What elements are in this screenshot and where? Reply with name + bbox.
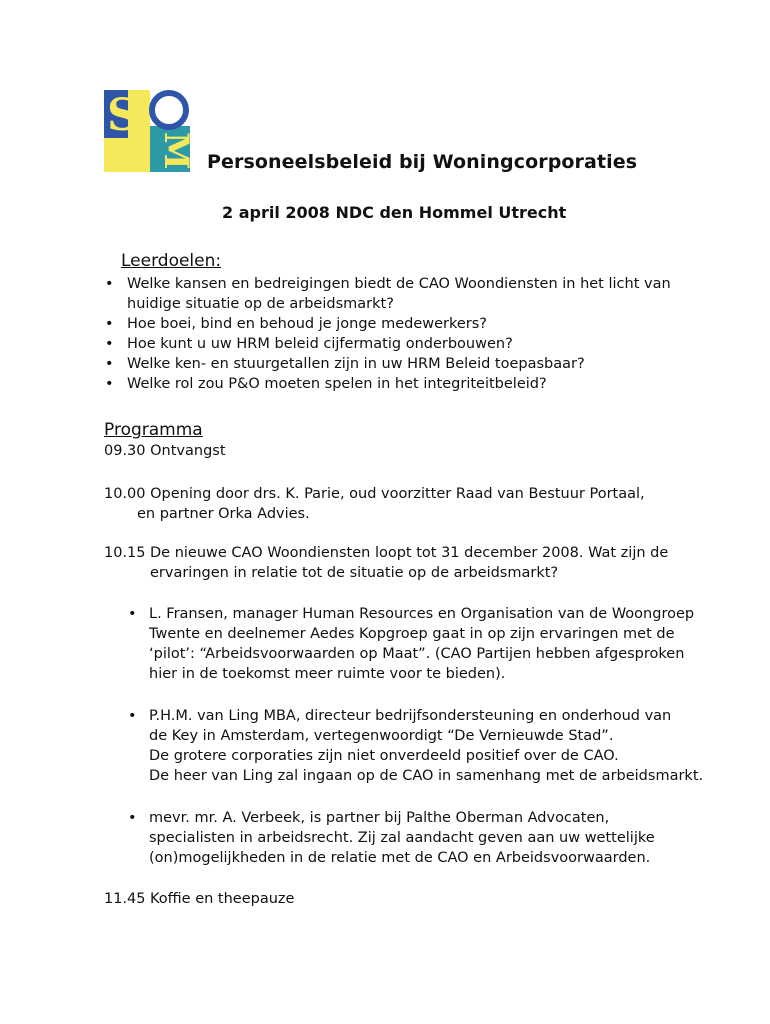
entry-text: ervaringen in relatie tot de situatie op de arbeidsmarkt? <box>150 565 559 581</box>
list-item: • Hoe boei, bind en behoud je jonge medewerkers? <box>104 314 671 334</box>
list-item-text: Welke rol zou P&O moeten spelen in het integriteitbeleid? <box>127 376 547 392</box>
entry-text: Opening door drs. K. Parie, oud voorzitter Raad van Bestuur Portaal, <box>150 486 645 502</box>
list-item-text: Welke kansen en bedreigingen biedt de CAO Woondiensten in het licht van <box>127 276 671 292</box>
leerdoelen-heading: Leerdoelen: <box>121 251 222 271</box>
leerdoelen-list <box>104 274 671 394</box>
page-title: Personeelsbeleid bij Woningcorporaties <box>207 151 638 173</box>
speaker-text: De grotere corporaties zijn niet onverdeeld positief over de CAO. <box>149 748 619 764</box>
speaker-text: ‘pilot’: “Arbeidsvoorwaarden op Maat”. (CAO Partijen hebben afgesproken <box>149 646 685 662</box>
list-item: • Welke ken- en stuurgetallen zijn in uw HRM Beleid toepasbaar? <box>104 354 671 374</box>
logo-letter-m: M <box>156 132 196 170</box>
speaker-text: mevr. mr. A. Verbeek, is partner bij Palthe Oberman Advocaten, <box>149 810 610 826</box>
list-item: • Hoe kunt u uw HRM beleid cijfermatig onderbouwen? <box>104 334 671 354</box>
list-item: • L. Fransen, manager Human Resources en Organisation van de Woongroep Twente en deelnemer Aedes Kopgroep gaat in op zijn ervaringen met de ‘pilot’: “Arbeidsvoorwaarden op Maat”. (CAO Partijen hebben afgesproken hier in de toekomst meer ruimte voor te bieden). <box>128 606 695 682</box>
list-item: • Welke rol zou P&O moeten spelen in het integriteitbeleid? <box>104 374 671 394</box>
speaker-text: L. Fransen, manager Human Resources en Organisation van de Woongroep <box>149 606 695 622</box>
entry-time: 09.30 <box>104 443 146 459</box>
entry-time: 10.15 <box>104 545 146 561</box>
entry-time: 10.00 <box>104 486 146 502</box>
programma-entry-1145 <box>104 889 294 909</box>
list-item-text: Hoe kunt u uw HRM beleid cijfermatig onderbouwen? <box>127 336 513 352</box>
entry-text: De nieuwe CAO Woondiensten loopt tot 31 december 2008. Wat zijn de <box>150 545 669 561</box>
list-item-text: Hoe boei, bind en behoud je jonge medewerkers? <box>127 316 488 332</box>
entry-text: en partner Orka Advies. <box>137 506 310 522</box>
speaker-item <box>128 808 655 868</box>
programma-heading: Programma <box>104 420 203 440</box>
list-item: • Welke kansen en bedreigingen biedt de CAO Woondiensten in het licht van huidige situatie op de arbeidsmarkt? <box>105 276 671 312</box>
speaker-text: specialisten in arbeidsrecht. Zij zal aandacht geven aan uw wettelijke <box>149 830 655 846</box>
programma-entry-1000 <box>104 484 645 524</box>
speaker-text: Twente en deelnemer Aedes Kopgroep gaat in op zijn ervaringen met de <box>149 626 675 642</box>
speaker-text: De heer van Ling zal ingaan op de CAO in samenhang met de arbeidsmarkt. <box>149 768 704 784</box>
programma-entry-1015 <box>104 543 668 583</box>
logo-letter-s: S <box>107 90 139 141</box>
speaker-item <box>128 706 703 786</box>
event-date-location: 2 april 2008 NDC den Hommel Utrecht <box>222 203 567 222</box>
list-item: • P.H.M. van Ling MBA, directeur bedrijfsondersteuning en onderhoud van de Key in Amsterdam, vertegenwoordigt “De Vernieuwde Stad”. De grotere corporaties zijn niet onverdeeld positief over de CAO. De heer van Ling zal ingaan op de CAO in samenhang met de arbeidsmarkt. <box>128 708 704 784</box>
speaker-text: hier in de toekomst meer ruimte voor te bieden). <box>149 666 506 682</box>
list-item-text: huidige situatie op de arbeidsmarkt? <box>127 296 394 312</box>
entry-text: Koffie en theepauze <box>150 891 295 907</box>
entry-time: 11.45 <box>104 891 146 907</box>
speaker-text: (on)mogelijkheden in de relatie met de CAO en Arbeidsvoorwaarden. <box>149 850 651 866</box>
speaker-text: P.H.M. van Ling MBA, directeur bedrijfsondersteuning en onderhoud van <box>149 708 672 724</box>
som-logo <box>104 90 196 172</box>
list-item: • mevr. mr. A. Verbeek, is partner bij Palthe Oberman Advocaten, specialisten in arbeidsrecht. Zij zal aandacht geven aan uw wettelijke (on)mogelijkheden in de relatie met de CAO en Arbeidsvoorwaarden. <box>128 810 655 866</box>
speaker-text: de Key in Amsterdam, vertegenwoordigt “De Vernieuwde Stad”. <box>149 728 614 744</box>
entry-text: Ontvangst <box>150 443 226 459</box>
speaker-item <box>128 604 694 684</box>
programma-entry-0930 <box>104 441 226 461</box>
list-item-text: Welke ken- en stuurgetallen zijn in uw HRM Beleid toepasbaar? <box>127 356 585 372</box>
